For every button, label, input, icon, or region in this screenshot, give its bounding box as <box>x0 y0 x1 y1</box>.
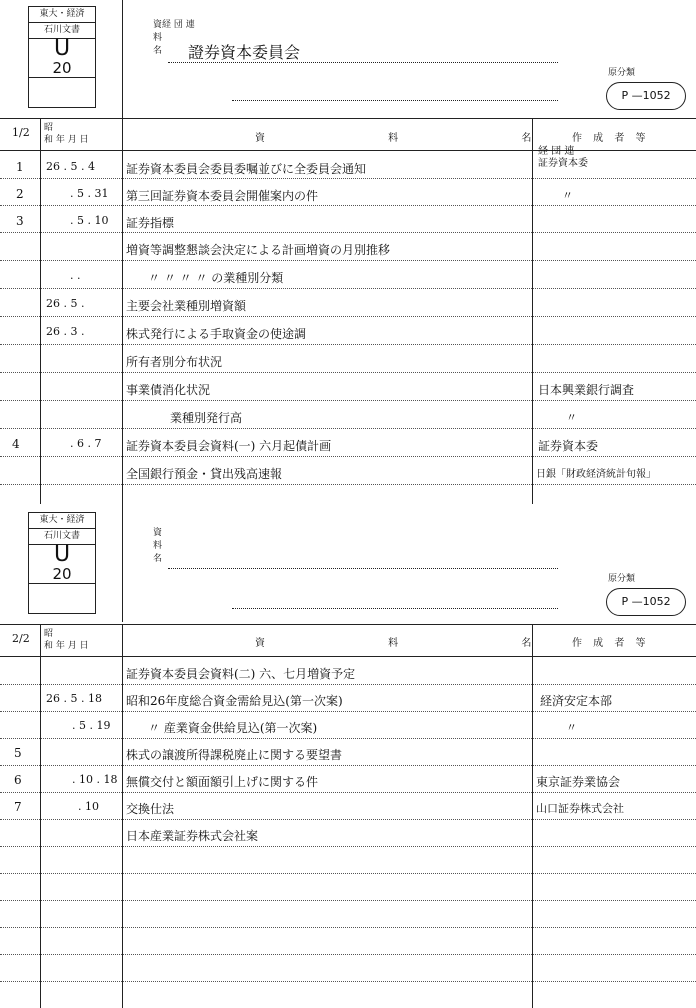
table-1-row-2-title: 証券指標 <box>126 216 175 230</box>
table-2-row-4-author: 東京証券業協会 <box>536 775 621 789</box>
table-2-row-2-title: 〃 産業資金供給見込(第一次案) <box>148 721 318 735</box>
table-1-row-1-title: 第三回証券資本委員会開催案内の件 <box>126 189 319 203</box>
table-2-row-4-no: 6 <box>14 773 22 787</box>
col-2-header-author: 作 成 者 等 <box>572 638 650 649</box>
table-1-row-5-date: 26 . 5 . <box>46 297 85 310</box>
table-2-row-4-title: 無償交付と額面額引上げに関する件 <box>126 775 319 789</box>
table-2-row-2-date: . 5 . 19 <box>72 719 111 732</box>
class-2-value: P —1052 <box>606 588 686 616</box>
table-1-row-4-date: . . <box>70 269 81 282</box>
table-2-row-5-author: 山口証券株式会社 <box>536 802 624 815</box>
table-1-row-8-author: 日本興業銀行調査 <box>538 383 635 397</box>
table-2-row-1-title: 昭和26年度総合資金需給見込(第一次案) <box>126 694 343 708</box>
table-2-row-1-author: 経済安定本部 <box>540 694 613 708</box>
table-1-row-9-author: 〃 <box>566 411 577 424</box>
title-label-sub2: 名 <box>153 46 163 56</box>
col-header-date: 和 年 月 日 <box>44 135 89 145</box>
col-header-era: 昭 <box>44 123 54 133</box>
table-2-row-2-author: 〃 <box>566 721 577 734</box>
col-2-header-no: 2/2 <box>12 632 30 645</box>
table-1-row-11-author: 日銀「財政経済統計旬報」 <box>536 469 656 480</box>
table-1-row-6-title: 株式発行による手取資金の使途調 <box>126 327 307 341</box>
class-label: 原分類 <box>608 68 636 78</box>
table-1-row-4-title: 〃 〃 〃 〃 の業種別分類 <box>148 271 284 285</box>
class-value: P —1052 <box>606 82 686 110</box>
table-1-row-1-no: 2 <box>16 187 24 201</box>
col-2-header-era: 昭 <box>44 629 54 639</box>
stamp-2-collection: 石川文書 <box>29 529 95 545</box>
table-1-row-10-no: 4 <box>12 437 20 451</box>
table-1-row-1-author: 〃 <box>562 189 573 202</box>
table-2-row-3-title: 株式の譲渡所得課税廃止に関する要望書 <box>126 748 343 762</box>
table-2-row-0-title: 証券資本委員会資料(二) 六、七月増資予定 <box>126 667 356 681</box>
table-2-row-5-title: 交換仕法 <box>126 802 175 816</box>
stamp-2-org: 東大・経済 <box>29 513 95 529</box>
table-1-row-0-no: 1 <box>16 160 24 174</box>
stamp-2-letter: U <box>53 542 71 567</box>
table-1-row-0-title: 証券資本委員会委員委嘱並びに全委員会通知 <box>126 162 367 176</box>
table-1-row-2-date: . 5 . 10 <box>70 214 109 227</box>
col-header-no: 1/2 <box>12 126 30 139</box>
table-1-row-3-title: 増資等調整懇談会決定による計画増資の月別推移 <box>126 243 391 257</box>
table-1-row-6-date: 26 . 3 . <box>46 325 85 338</box>
table-1-row-8-title: 事業債消化状況 <box>126 383 211 397</box>
stamp-letter: U <box>53 36 71 61</box>
table-1-row-1-date: . 5 . 31 <box>70 187 109 200</box>
col-2-header-date: 和 年 月 日 <box>44 641 89 651</box>
col-2-header-materials: 資 料 名 <box>255 638 592 649</box>
table-2-row-1-date: 26 . 5 . 18 <box>46 692 102 705</box>
title-label-sub1: 料 <box>153 33 163 43</box>
table-1-row-0-date: 26 . 5 . 4 <box>46 160 95 173</box>
title-2-label-main: 資 <box>153 528 163 538</box>
col-header-author: 作 成 者 等 <box>572 133 650 144</box>
table-1-row-5-title: 主要会社業種別増資額 <box>126 299 247 313</box>
table-1-row-2-no: 3 <box>16 214 24 228</box>
table-1-row-10-author: 証券資本委 <box>538 439 599 453</box>
archive-stamp-2 <box>28 512 96 614</box>
table-1-row-7-title: 所有者別分布状況 <box>126 355 223 369</box>
col-header-materials: 資 料 名 <box>255 133 592 144</box>
table-2-row-3-no: 5 <box>14 746 22 760</box>
table-2-row-4-date: . 10 . 18 <box>72 773 118 786</box>
stamp-2-number: 20 <box>29 565 95 584</box>
table-2-row-5-no: 7 <box>14 800 22 814</box>
stamp-collection: 石川文書 <box>29 23 95 39</box>
table-1-row-11-title: 全国銀行預金・貸出残高速報 <box>126 467 283 481</box>
table-1-row-10-date: . 6 . 7 <box>70 437 102 450</box>
stamp-number: 20 <box>29 59 95 78</box>
table-1-row-0-author: 経 団 連 証券資本委 <box>538 146 588 169</box>
title-2-label-sub1: 料 <box>153 541 163 551</box>
table-1-row-9-title: 業種別発行高 <box>170 411 243 425</box>
table-2-row-6-title: 日本産業証券株式会社案 <box>126 829 259 843</box>
class-2-label: 原分類 <box>608 574 636 584</box>
table-2-row-5-date: . 10 <box>78 800 99 813</box>
stamp-org: 東大・経済 <box>29 7 95 23</box>
title-2-label-sub2: 名 <box>153 554 163 564</box>
document-title: 證券資本委員会 <box>188 43 301 62</box>
title-label-main: 資経 団 連 <box>153 20 195 30</box>
table-1-row-10-title: 証券資本委員会資料(一) 六月起債計画 <box>126 439 332 453</box>
archive-stamp <box>28 6 96 108</box>
